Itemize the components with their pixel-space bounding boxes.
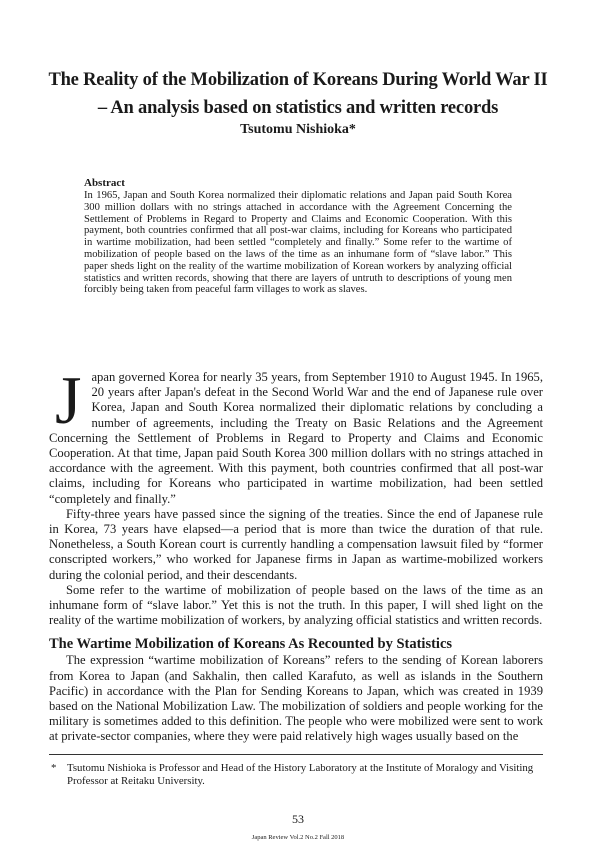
abstract-block	[84, 177, 512, 296]
drop-cap: J	[55, 362, 82, 438]
page-number: 53	[292, 812, 304, 826]
abstract-heading: Abstract	[84, 177, 125, 189]
section-heading: The Wartime Mobilization of Koreans As Recounted by Statistics	[49, 636, 453, 653]
running-footer: Japan Review Vol.2 No.2 Fall 2018	[251, 834, 345, 841]
title-line-1: The Reality of the Mobilization of Koreans During World War II	[48, 70, 548, 90]
article-title	[30, 66, 566, 122]
footnote-marker: *	[51, 762, 57, 774]
paragraph-2: Fifty-three years have passed since the signing of the treaties. Since the end of Japanese rule in Korea, 73 years have elapsed—a period that is more than twice the duration of that rule. Nonetheless, a South Korean court is currently handling a compensation lawsuit filed by “former conscripted workers,” who worked for Japanese firms in Japan as wartime-mobilized workers during the colonial period, and their descendants.	[49, 506, 543, 582]
footnote	[49, 762, 543, 787]
article-body	[49, 362, 543, 745]
paragraph-3: Some refer to the wartime of mobilization of people based on the laws of the time as an inhumane form of “slave labor.” Yet this is not the truth. In this paper, I will shed light on the reality of the wartime mobilization of workers, by analyzing official statistics and written records.	[49, 582, 543, 628]
paragraph-4: The expression “wartime mobilization of Koreans” refers to the sending of Korean laborers from Korea to Japan (and Sakhalin, then called Karafuto, as well as islands in the Southern Pacific) in accordance with the Plan for Sending Koreans to Japan, which was created in 1939 based on the National Mobilization Law. The mobilization of soldiers and people working for the military is sometimes added to this definition. The people who were mobilized were sent to work at private-sector companies, where they were paid relatively high wages usually based on the	[49, 653, 543, 744]
author-name: Tsutomu Nishioka*	[240, 122, 356, 137]
title-line-2: – An analysis based on statistics and written records	[97, 98, 499, 118]
footnote-text: Tsutomu Nishioka is Professor and Head of the History Laboratory at the Institute of Moralogy and Visiting Professor at Reitaku University.	[67, 762, 534, 787]
paragraph-1	[49, 362, 543, 507]
abstract-text: In 1965, Japan and South Korea normalized their diplomatic relations and Japan paid South Korea 300 million dollars with no strings attached in accordance with the Agreement Concerning the Settlement of Problems in Regard to Property and Claims and Economic Cooperation. With this payment, both countries confirmed that all post-war claims, including for Koreans who participated in wartime mobilization, had been settled “completely and finally.” Some refer to the wartime of mobilization of people based on the laws of the time as an inhumane form of “slave labor.” This paper sheds light on the reality of the wartime mobilization of Korean workers by analyzing official statistics and written records, showing that there are layers of untruth to descriptions of young men forcibly being taken from peaceful farm villages to work as slaves.	[84, 190, 512, 296]
footnote-divider	[49, 754, 543, 755]
paragraph-1-text: apan governed Korea for nearly 35 years, from September 1910 to August 1945. In 1965, 20 years after Japan's defeat in the Second World War and the end of Japanese rule over Korea, Japan and South Korea normalized their diplomatic relations by concluding a number of agreements, including the Treaty on Basic Relations and the Agreement Concerning the Settlement of Problems in Regard to Property and Claims and Economic Cooperation. At that time, Japan paid South Korea 300 million dollars with no strings attached in accordance with the agreement. With this payment, both countries confirmed that all post-war claims, including for Koreans who participated in wartime mobilization, had been settled “completely and finally.”	[49, 370, 543, 506]
